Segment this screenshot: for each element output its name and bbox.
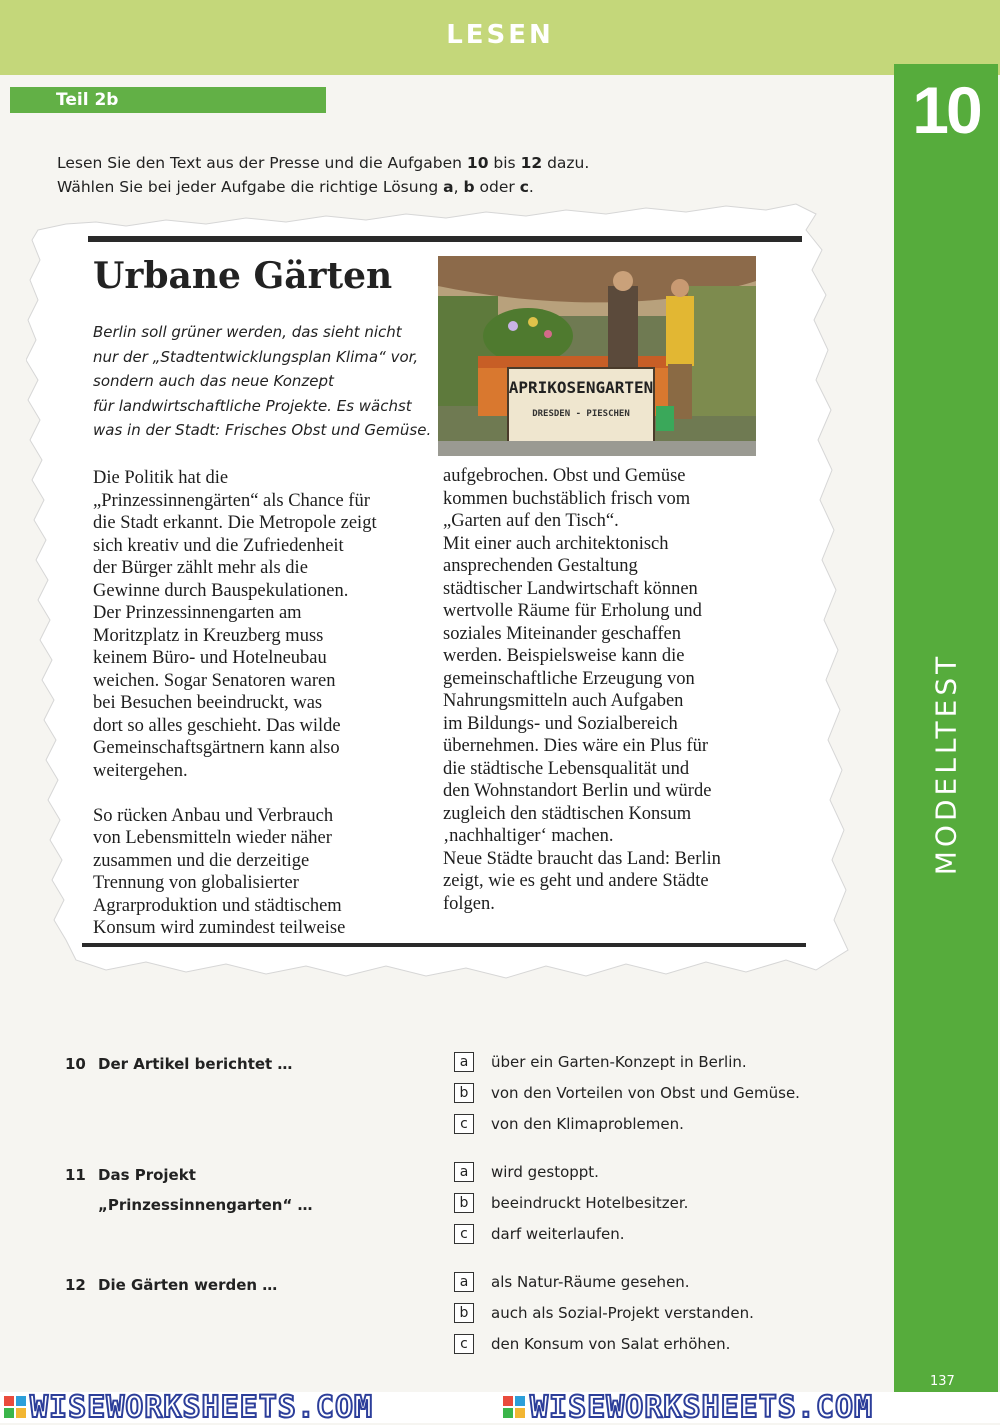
wise-logo-icon (4, 1396, 26, 1418)
question-text: Die Gärten werden … (98, 1276, 278, 1294)
question-12 (65, 1276, 277, 1294)
option-text: von den Klimaproblemen. (491, 1115, 684, 1133)
instr-bold: 12 (520, 154, 543, 172)
page-number: 137 (930, 1374, 955, 1389)
question-text-line2: „Prinzessinnengarten“ … (98, 1196, 313, 1214)
section-title: LESEN (446, 20, 554, 50)
option-letter-box[interactable]: b (454, 1193, 474, 1213)
watermark-text: WISEWORKSHEETS.COM (30, 1390, 374, 1425)
instr-text: bis (488, 154, 521, 172)
option-letter-box[interactable]: a (454, 1052, 474, 1072)
watermark-text: WISEWORKSHEETS.COM (530, 1390, 874, 1425)
article-photo (438, 256, 756, 456)
instr-text: oder (474, 178, 520, 196)
option-text: darf weiterlaufen. (491, 1225, 625, 1243)
instr-bold: c (519, 178, 529, 196)
instr-text: Wählen Sie bei jeder Aufgabe die richtige Lösung (57, 178, 444, 196)
question-text: Der Artikel berichtet … (98, 1055, 293, 1073)
photo-sign-line2: DRESDEN - PIESCHEN (532, 409, 630, 419)
instructions (57, 151, 857, 199)
article-column-right: aufgebrochen. Obst und Gemüse kommen buchstäblich frisch vom „Garten auf den Tisch“. Mit einer auch architektonisch ansprechenden Gestaltung städtischer Landwirtschaft können wertvolle Räume für Erholung und soziales Miteinander geschaffen werden. Beispielsweise kann die gemeinschaftliche Erzeugung von Nahrungsmitteln auch Aufgaben im Bildungs- und Sozialbereich übernehmen. Dies wäre ein Plus für die städtische Lebensqualität und den Wohnstandort Berlin und würde zugleich den städtischen Konsum ‚nachhaltiger‘ machen. Neue Städte braucht das Land: Berlin zeigt, wie es geht und andere Städte folgen. (443, 466, 721, 914)
wise-logo-icon (503, 1396, 525, 1418)
side-tab (894, 64, 998, 1394)
option-text: den Konsum von Salat erhöhen. (491, 1335, 731, 1353)
option-text: auch als Sozial-Projekt verstanden. (491, 1304, 754, 1322)
instr-bold: 10 (466, 154, 489, 172)
instr-text: dazu. (542, 154, 590, 172)
option-text: wird gestoppt. (491, 1163, 599, 1181)
question-number: 11 (65, 1166, 86, 1184)
option-letter-box[interactable]: c (454, 1334, 474, 1354)
instr-bold: b (463, 178, 475, 196)
article-column-left: Die Politik hat die „Prinzessinnengärten“ als Chance für die Stadt erkannt. Die Metropole zeigt sich kreativ und die Zufriedenheit der Bürger zählt mehr als die Gewinne durch Bauspekulationen. Der Prinzessinnengarten am Moritzplatz in Kreuzberg muss keinem Büro- und Hotelneubau weichen. Sogar Senatoren waren bei Besuchen beeindruckt, was dort so alles geschieht. Das wilde Gemeinschaftsgärtnern kann also weitergehen. So rücken Anbau und Verbrauch von Lebensmitteln wieder näher zusammen und die derzeitige Trennung von globalisierter Agrarproduktion und städtischem Konsum wird zumindest teilweise (93, 468, 377, 938)
side-label: MODELLTEST (929, 652, 963, 876)
question-10 (65, 1055, 292, 1073)
instr-text: . (528, 178, 534, 196)
instr-bold: a (443, 178, 454, 196)
article-lead: Berlin soll grüner werden, das sieht nicht nur der „Stadtentwicklungsplan Klima“ vor, sondern auch das neue Konzept für landwirtschaftliche Projekte. Es wächst was in der Stadt: Frisches Obst und Gemüse. (93, 323, 432, 439)
option-letter-box[interactable]: c (454, 1114, 474, 1134)
option-letter-box[interactable]: c (454, 1224, 474, 1244)
header-bar (0, 0, 1000, 75)
article-top-rule (88, 236, 802, 242)
option-text: von den Vorteilen von Obst und Gemüse. (491, 1084, 800, 1102)
watermark-footer (0, 1392, 1000, 1423)
option-text: als Natur-Räume gesehen. (491, 1273, 690, 1291)
section-label: Teil 2b (10, 87, 326, 113)
option-text: beeindruckt Hotelbesitzer. (491, 1194, 689, 1212)
test-number: 10 (912, 73, 980, 147)
question-number: 12 (65, 1276, 86, 1294)
option-letter-box[interactable]: b (454, 1303, 474, 1323)
question-text: Das Projekt (98, 1166, 196, 1184)
option-letter-box[interactable]: a (454, 1162, 474, 1182)
photo-sign-line1: APRIKOSENGARTEN (508, 378, 654, 397)
instr-text: Lesen Sie den Text aus der Presse und die Aufgaben (57, 154, 467, 172)
option-text: über ein Garten-Konzept in Berlin. (491, 1053, 747, 1071)
article-headline: Urbane Gärten (93, 255, 393, 297)
question-11 (65, 1166, 313, 1214)
instr-text: , (453, 178, 464, 196)
article-bottom-rule (82, 943, 806, 947)
question-number: 10 (65, 1055, 86, 1073)
option-letter-box[interactable]: b (454, 1083, 474, 1103)
option-letter-box[interactable]: a (454, 1272, 474, 1292)
